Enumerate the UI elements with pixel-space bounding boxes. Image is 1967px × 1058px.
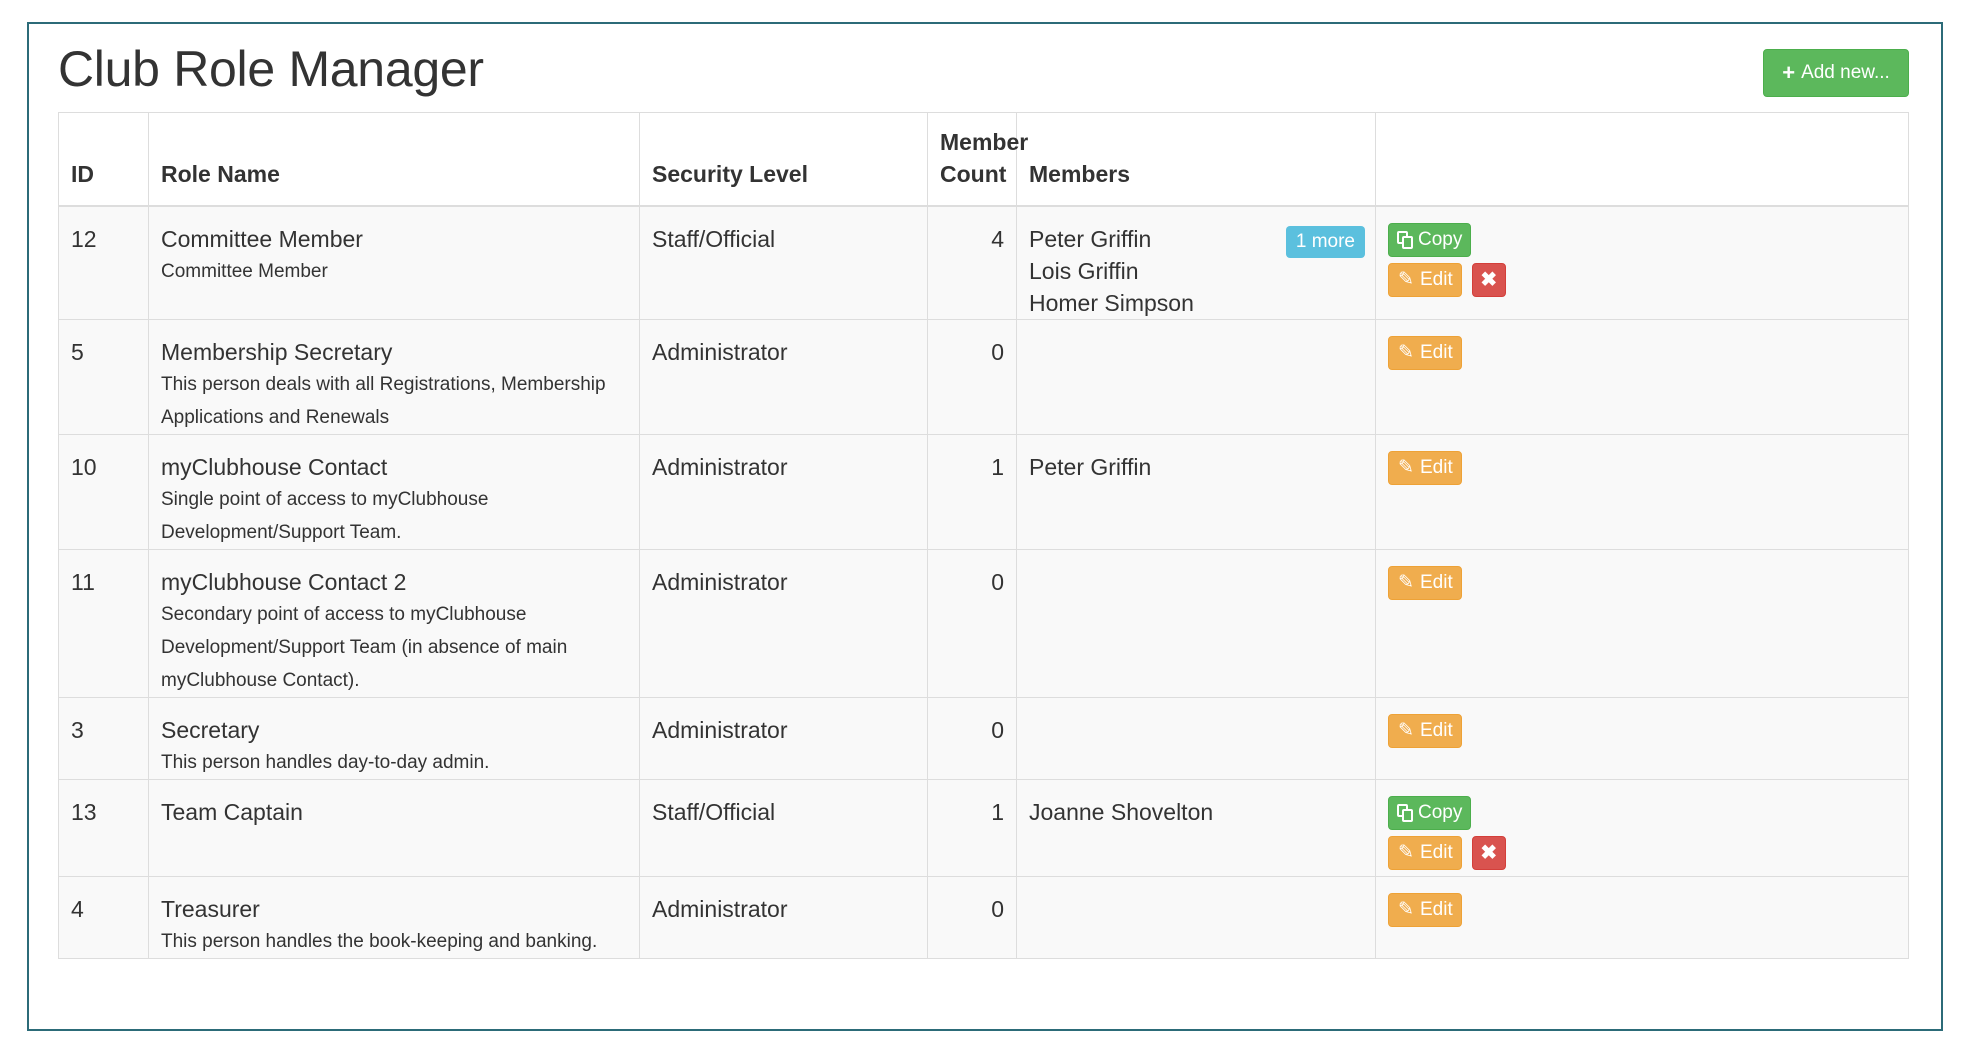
plus-icon: + [1782, 60, 1796, 85]
pencil-icon: ✎ [1398, 457, 1414, 478]
table-row [59, 697, 1909, 779]
role-description: Secondary point of access to myClubhouse Development/Support Team (in absence of main myClubhouse Contact). [161, 603, 568, 691]
role-description: This person handles the book-keeping and banking. [161, 930, 598, 952]
pencil-icon: ✎ [1398, 342, 1414, 363]
table-row [59, 319, 1909, 434]
role-name: myClubhouse Contact 2 [161, 568, 407, 595]
page-title: Club Role Manager [58, 41, 484, 97]
copy-button[interactable]: Copy [1388, 223, 1471, 257]
role-name-cell [149, 434, 640, 549]
actions-cell [1376, 876, 1909, 958]
edit-button[interactable]: ✎ Edit [1388, 336, 1462, 370]
role-name: Membership Secretary [161, 338, 393, 365]
close-icon: ✖ [1480, 268, 1498, 291]
delete-button[interactable] [1472, 263, 1506, 297]
member-count: 0 [928, 697, 1017, 779]
more-members-badge[interactable]: 1 more [1286, 226, 1365, 258]
role-description: Committee Member [161, 260, 328, 282]
table-row [59, 434, 1909, 549]
role-name-cell [149, 549, 640, 697]
add-new-label: Add new... [1801, 62, 1890, 83]
member-count: 4 [928, 206, 1017, 320]
security-level: Administrator [640, 434, 928, 549]
header-actions [1376, 113, 1909, 206]
add-new-button[interactable] [1763, 49, 1909, 97]
members-cell [1017, 434, 1376, 549]
security-level: Administrator [640, 319, 928, 434]
role-description: Single point of access to myClubhouse Development/Support Team. [161, 488, 489, 543]
copy-button[interactable]: Copy [1388, 796, 1471, 830]
role-name: Committee Member [161, 225, 363, 252]
roles-table [58, 112, 1909, 959]
pencil-icon: ✎ [1398, 899, 1414, 920]
copy-icon [1397, 231, 1413, 249]
role-id: 5 [59, 319, 149, 434]
pencil-icon: ✎ [1398, 842, 1414, 863]
header-role-name[interactable]: Role Name [149, 113, 640, 206]
member-name: Lois Griffin [1029, 257, 1139, 284]
actions-cell [1376, 319, 1909, 434]
actions-cell [1376, 697, 1909, 779]
actions-cell [1376, 549, 1909, 697]
role-name: Secretary [161, 716, 260, 743]
role-name-cell [149, 206, 640, 320]
header-member-count[interactable]: Member Count [928, 113, 1017, 206]
edit-button[interactable]: ✎ Edit [1388, 714, 1462, 748]
role-name: Treasurer [161, 895, 260, 922]
edit-button[interactable]: ✎ Edit [1388, 836, 1462, 870]
role-name-cell [149, 876, 640, 958]
role-id: 4 [59, 876, 149, 958]
table-row [59, 779, 1909, 876]
member-count: 0 [928, 876, 1017, 958]
pencil-icon: ✎ [1398, 269, 1414, 290]
pencil-icon: ✎ [1398, 720, 1414, 741]
actions-cell [1376, 206, 1909, 320]
member-name: Peter Griffin [1029, 225, 1152, 252]
table-row [59, 876, 1909, 958]
edit-button[interactable]: ✎ Edit [1388, 263, 1462, 297]
table-row [59, 549, 1909, 697]
role-name-cell [149, 697, 640, 779]
header-members: Members [1017, 113, 1376, 206]
members-cell [1017, 697, 1376, 779]
delete-button[interactable] [1472, 836, 1506, 870]
table-header-row [59, 113, 1909, 206]
members-cell [1017, 779, 1376, 876]
role-name: Team Captain [161, 798, 303, 825]
role-id: 3 [59, 697, 149, 779]
members-cell [1017, 206, 1376, 320]
role-name-cell [149, 319, 640, 434]
edit-button[interactable]: ✎ Edit [1388, 566, 1462, 600]
security-level: Administrator [640, 876, 928, 958]
copy-icon [1397, 804, 1413, 822]
member-count: 1 [928, 434, 1017, 549]
security-level: Staff/Official [640, 206, 928, 320]
actions-cell [1376, 779, 1909, 876]
role-description: This person handles day-to-day admin. [161, 751, 490, 773]
member-count: 0 [928, 319, 1017, 434]
member-name: Homer Simpson [1029, 289, 1194, 316]
role-id: 12 [59, 206, 149, 320]
member-name: Peter Griffin [1029, 453, 1152, 480]
security-level: Administrator [640, 549, 928, 697]
member-name: Joanne Shovelton [1029, 798, 1214, 825]
role-name-cell [149, 779, 640, 876]
role-description: This person deals with all Registrations, Membership Applications and Renewals [161, 373, 606, 428]
members-cell [1017, 549, 1376, 697]
edit-button[interactable]: ✎ Edit [1388, 893, 1462, 927]
members-cell [1017, 876, 1376, 958]
security-level: Administrator [640, 697, 928, 779]
table-row [59, 206, 1909, 320]
security-level: Staff/Official [640, 779, 928, 876]
member-count: 0 [928, 549, 1017, 697]
role-id: 11 [59, 549, 149, 697]
pencil-icon: ✎ [1398, 572, 1414, 593]
header-id[interactable]: ID [59, 113, 149, 206]
close-icon: ✖ [1480, 841, 1498, 864]
actions-cell [1376, 434, 1909, 549]
role-id: 10 [59, 434, 149, 549]
members-cell [1017, 319, 1376, 434]
role-name: myClubhouse Contact [161, 453, 388, 480]
header-security-level[interactable]: Security Level [640, 113, 928, 206]
role-manager-panel [27, 22, 1943, 1031]
edit-button[interactable]: ✎ Edit [1388, 451, 1462, 485]
member-count: 1 [928, 779, 1017, 876]
role-id: 13 [59, 779, 149, 876]
